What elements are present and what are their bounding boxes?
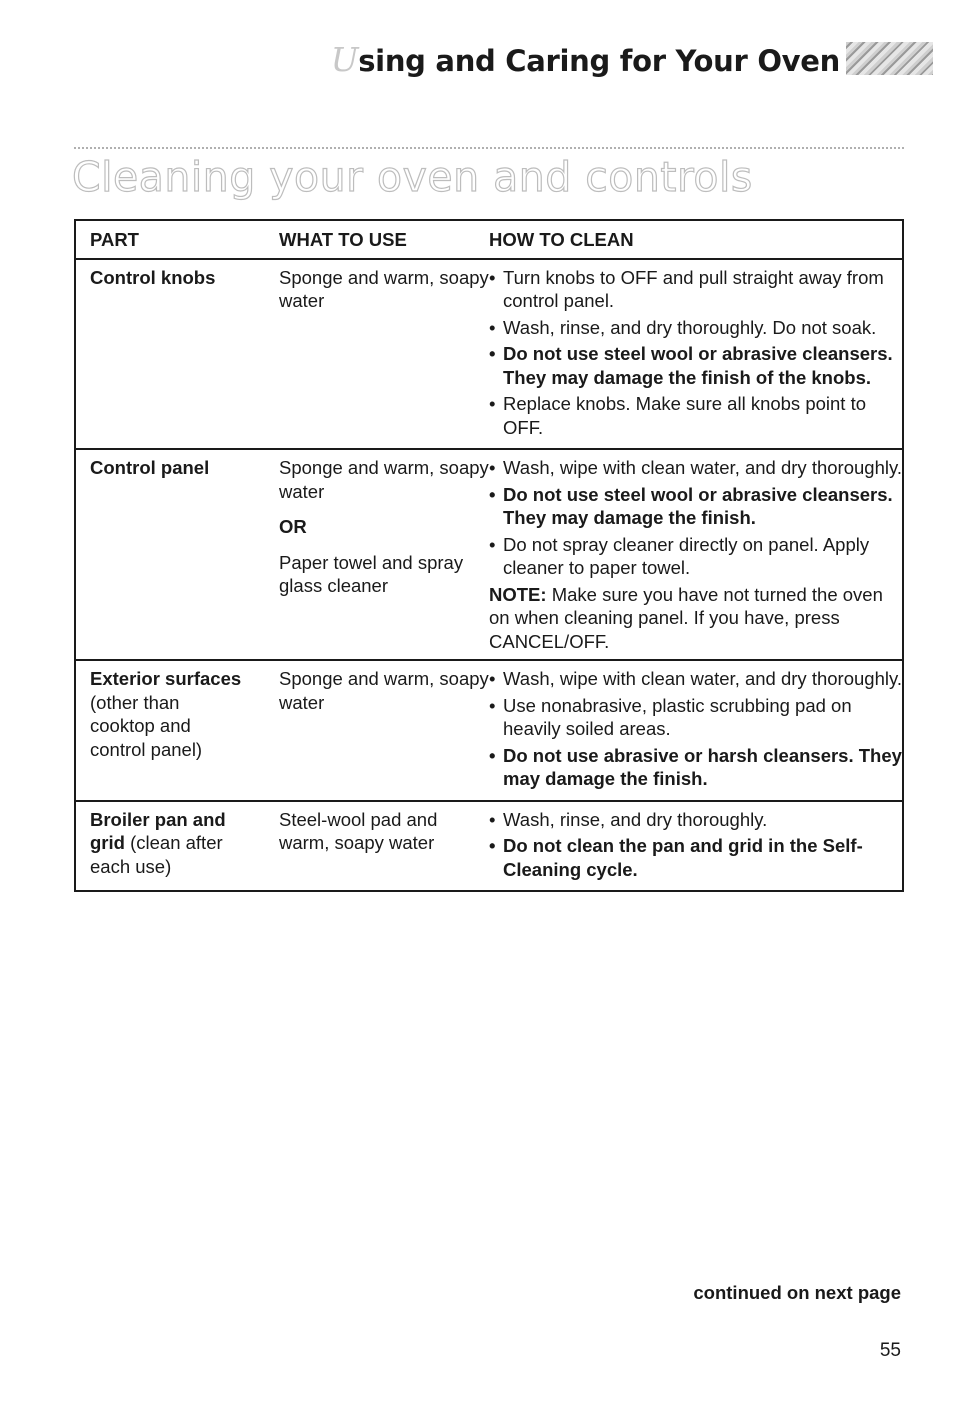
section-title: Cleaning your oven and controls — [72, 153, 753, 201]
bullet-icon: • — [489, 343, 496, 364]
part-name: Control panel — [90, 457, 210, 478]
table-row — [75, 449, 903, 660]
list-item — [489, 834, 902, 881]
list-item — [489, 342, 902, 389]
how-to-clean-cell — [489, 801, 903, 892]
what-to-use-text: Sponge and warm, soapy water — [279, 668, 489, 713]
bullet-icon: • — [489, 808, 496, 830]
note-body: Make sure you have not turned the oven on when cleaning panel. If you have, press CANCEL/OFF. — [489, 583, 883, 652]
what-to-use-text: Steel-wool pad and warm, soapy water — [279, 808, 438, 853]
warning-text: Do not clean the pan and grid in the Self-Cleaning cycle. — [503, 835, 863, 880]
list-item — [489, 808, 902, 832]
continued-note: continued on next page — [693, 1282, 901, 1303]
note-label: NOTE: — [489, 583, 547, 605]
list-item — [489, 266, 902, 313]
step-text: Wash, wipe with clean water, and dry thoroughly. — [503, 457, 902, 478]
list-item — [489, 694, 902, 741]
cleaning-table — [74, 219, 904, 892]
header-decoration-swatch — [846, 42, 933, 75]
bullet-icon: • — [489, 668, 496, 689]
step-text: Wash, wipe with clean water, and dry thoroughly. — [503, 668, 902, 689]
page-number: 55 — [879, 1340, 901, 1361]
table-header-row — [75, 220, 903, 259]
bullet-icon: • — [489, 266, 496, 288]
list-item — [489, 744, 902, 791]
part-cell — [75, 449, 279, 660]
list-item — [489, 456, 902, 480]
bullet-icon: • — [489, 533, 496, 555]
bullet-icon: • — [489, 694, 496, 716]
section-divider — [74, 147, 904, 149]
header-part: PART — [75, 220, 279, 259]
part-detail: (clean after each use) — [90, 832, 223, 877]
list-item — [489, 483, 902, 530]
step-text: Do not spray cleaner directly on panel. Apply cleaner to paper towel. — [503, 533, 870, 578]
part-detail: (other than cooktop and control panel) — [90, 691, 203, 760]
what-to-use-cell — [279, 801, 489, 892]
header-title-text: sing and Caring for Your Oven — [358, 44, 840, 78]
part-name: Exterior surfaces — [90, 668, 242, 689]
table-row — [75, 660, 903, 801]
header-what-to-use: WHAT TO USE — [279, 220, 489, 259]
bullet-icon: • — [489, 835, 496, 856]
warning-text: Do not use steel wool or abrasive cleansers. They may damage the finish. — [503, 483, 893, 528]
what-to-use-cell — [279, 449, 489, 660]
step-text: Turn knobs to OFF and pull straight away from control panel. — [503, 266, 884, 311]
table-row — [75, 259, 903, 450]
bullet-icon: • — [489, 483, 496, 505]
bullet-icon: • — [489, 316, 496, 338]
what-to-use-text: Sponge and warm, soapy water — [279, 457, 489, 502]
bullet-icon: • — [489, 744, 496, 766]
warning-text: Do not use abrasive or harsh cleansers. They may damage the finish. — [503, 744, 902, 789]
table-row — [75, 801, 903, 892]
part-name: Control knobs — [90, 266, 216, 288]
how-to-clean-cell — [489, 449, 903, 660]
what-to-use-cell — [279, 660, 489, 801]
part-cell — [75, 259, 279, 450]
what-to-use-text: Sponge and warm, soapy water — [279, 266, 489, 311]
list-item — [489, 392, 902, 439]
part-cell — [75, 801, 279, 892]
part-name: Broiler pan and grid — [90, 808, 226, 853]
part-cell — [75, 660, 279, 801]
bullet-icon: • — [489, 393, 496, 414]
step-text: Wash, rinse, and dry thoroughly. Do not soak. — [503, 316, 877, 338]
step-text: Use nonabrasive, plastic scrubbing pad on heavily soiled areas. — [503, 694, 852, 739]
what-to-use-cell — [279, 259, 489, 450]
list-item — [489, 533, 902, 580]
what-to-use-text: Paper towel and spray glass cleaner — [279, 551, 464, 596]
step-text: Wash, rinse, and dry thoroughly. — [503, 808, 768, 830]
note-text — [489, 583, 902, 654]
header-how-to-clean: HOW TO CLEAN — [489, 220, 903, 259]
page-header-title — [331, 40, 840, 79]
or-label: OR — [279, 516, 307, 537]
header-title-initial: U — [330, 40, 359, 79]
list-item — [489, 316, 902, 340]
bullet-icon: • — [489, 457, 496, 478]
step-text: Replace knobs. Make sure all knobs point to OFF. — [503, 393, 867, 438]
how-to-clean-cell — [489, 259, 903, 450]
list-item — [489, 667, 902, 691]
how-to-clean-cell — [489, 660, 903, 801]
warning-text: Do not use steel wool or abrasive cleansers. They may damage the finish of the knobs. — [503, 343, 893, 388]
